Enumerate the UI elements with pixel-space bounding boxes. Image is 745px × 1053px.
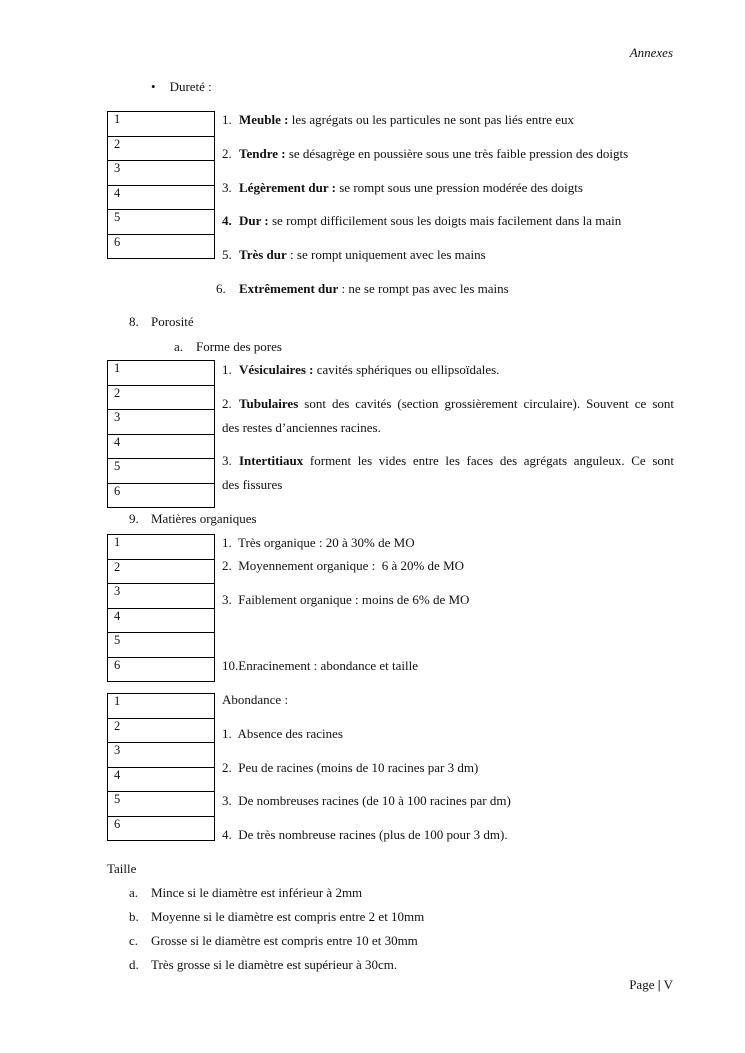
list-item: 1. Très organique : 20 à 30% de MO	[222, 535, 415, 550]
taille-heading: Taille	[107, 861, 137, 876]
list-item: 3. De nombreuses racines (de 10 à 100 racines par dm)	[222, 793, 511, 808]
list-item: 3. Légèrement dur : se rompt sous une pression modérée des doigts	[222, 180, 583, 195]
durete-table	[107, 111, 215, 259]
table-row: 1	[108, 535, 214, 560]
table-row: 6	[108, 484, 214, 509]
porosite-table	[107, 360, 215, 508]
table-row: 6	[108, 817, 214, 842]
list-item: 3. Intertitiaux forment les vides entre les faces des agrégats anguleux. Ce sont	[222, 453, 674, 468]
list-item: c. Grosse si le diamètre est compris entre 10 et 30mm	[129, 933, 418, 948]
list-item: 2. Moyennement organique : 6 à 20% de MO	[222, 558, 465, 573]
list-item: 6. Extrêmement dur : ne se rompt pas avec les mains	[216, 281, 509, 296]
list-item: 1. Absence des racines	[222, 726, 343, 741]
list-item: 3. Faiblement organique : moins de 6% de MO	[222, 592, 470, 607]
table-row: 2	[108, 560, 214, 585]
list-item: a. Mince si le diamètre est inférieur à 2mm	[129, 885, 363, 900]
list-item: 2. Tubulaires sont des cavités (section grossièrement circulaire). Souvent ce sont	[222, 396, 674, 411]
table-row: 1	[108, 694, 214, 719]
table-row: 3	[108, 584, 214, 609]
table-row: 1	[108, 361, 214, 386]
table-row: 2	[108, 719, 214, 744]
list-item: 1. Meuble : les agrégats ou les particules ne sont pas liés entre eux	[222, 112, 575, 127]
table-row: 5	[108, 633, 214, 658]
matieres-heading: 9. Matières organiques	[129, 511, 257, 526]
list-item: d. Très grosse si le diamètre est supérieur à 30cm.	[129, 957, 398, 972]
durete-label: Dureté :	[169, 79, 212, 94]
list-item: 4. Dur : se rompt difficilement sous les doigts mais facilement dans la main	[222, 213, 622, 228]
table-row: 2	[108, 137, 214, 162]
list-item: b. Moyenne si le diamètre est compris entre 2 et 10mm	[129, 909, 425, 924]
table-row: 3	[108, 410, 214, 435]
page-footer: Page | V	[629, 977, 673, 992]
table-row: 6	[108, 235, 214, 260]
pores-subheading: a. Forme des pores	[174, 339, 282, 354]
table-row: 1	[108, 112, 214, 137]
table-row: 3	[108, 743, 214, 768]
table-row: 4	[108, 186, 214, 211]
enracinement-table	[107, 693, 215, 841]
table-row: 2	[108, 386, 214, 411]
matieres-table	[107, 534, 215, 682]
table-row: 4	[108, 609, 214, 634]
list-item-continuation: des restes d’anciennes racines.	[222, 420, 381, 435]
bullet-icon: •	[151, 79, 156, 94]
table-row: 4	[108, 435, 214, 460]
list-item-continuation: des fissures	[222, 477, 283, 492]
table-row: 5	[108, 210, 214, 235]
table-row: 5	[108, 459, 214, 484]
header-title: Annexes	[629, 45, 673, 60]
enracinement-heading: 10.Enracinement : abondance et taille	[222, 658, 418, 673]
durete-heading	[151, 79, 212, 95]
list-item: 1. Vésiculaires : cavités sphériques ou ellipsoïdales.	[222, 362, 500, 377]
abondance-label: Abondance :	[222, 692, 289, 707]
table-row: 6	[108, 658, 214, 683]
list-item: 2. Peu de racines (moins de 10 racines par 3 dm)	[222, 760, 479, 775]
table-row: 5	[108, 792, 214, 817]
table-row: 4	[108, 768, 214, 793]
table-row: 3	[108, 161, 214, 186]
list-item: 4. De très nombreuse racines (plus de 100 pour 3 dm).	[222, 827, 508, 842]
porosite-heading: 8. Porosité	[129, 314, 194, 329]
list-item: 2. Tendre : se désagrège en poussière sous une très faible pression des doigts	[222, 146, 629, 161]
list-item: 5. Très dur : se rompt uniquement avec les mains	[222, 247, 486, 262]
